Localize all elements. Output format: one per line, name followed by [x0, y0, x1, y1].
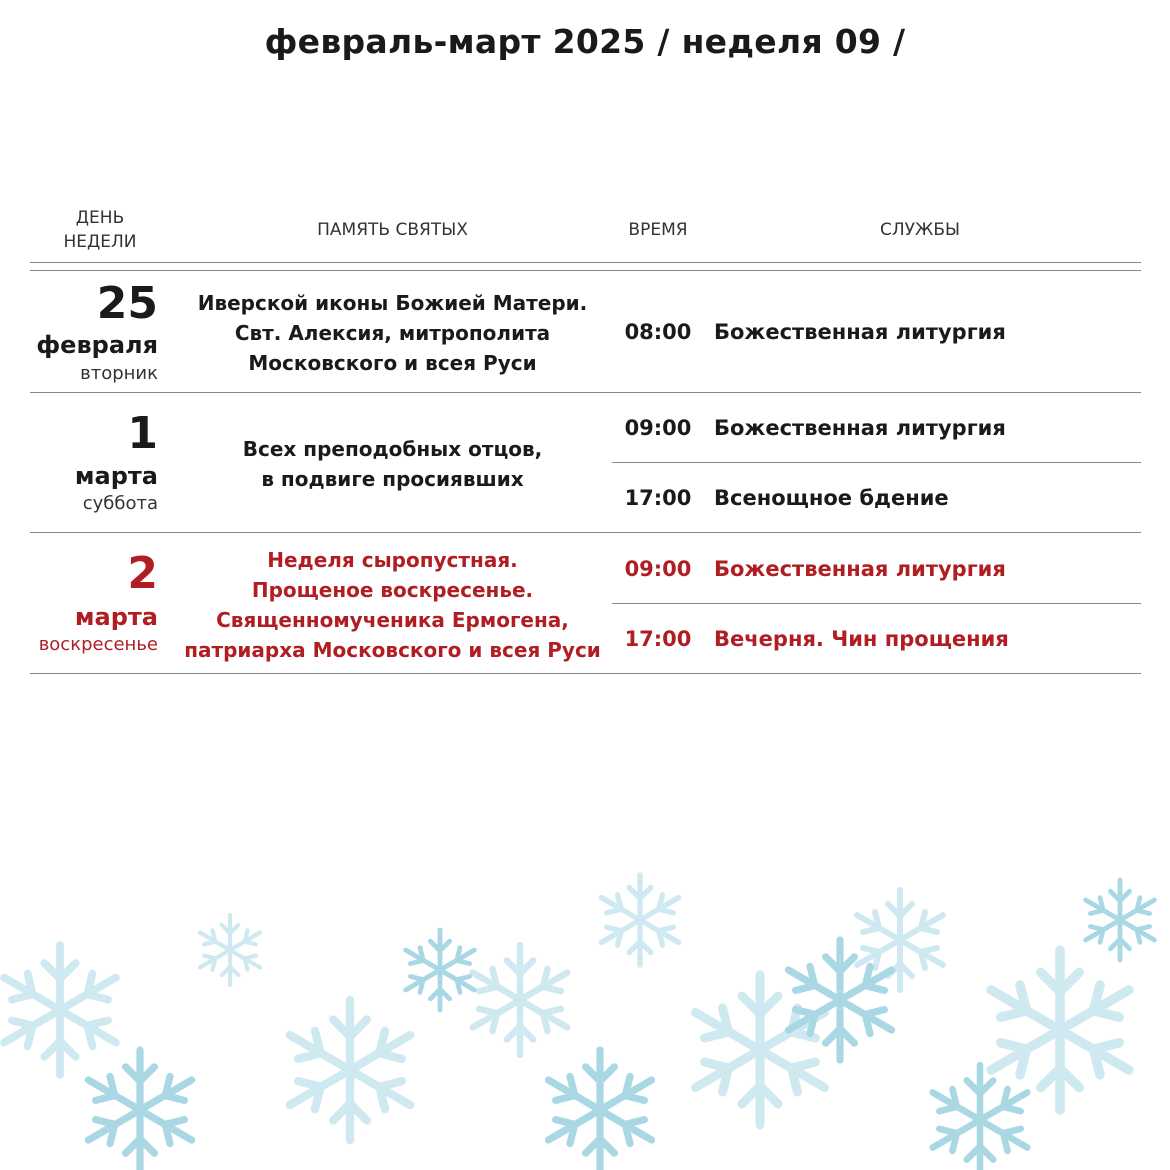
header-day-line2: НЕДЕЛИ [63, 232, 137, 252]
row-divider [30, 532, 1141, 533]
day-weekday: суббота [82, 493, 158, 514]
saints-line: Прощеное воскресенье. [251, 578, 534, 602]
service-divider [612, 462, 1141, 463]
service-time: 09:00 [624, 416, 692, 440]
service-name: Божественная литургия [714, 557, 1006, 581]
service-time: 09:00 [624, 557, 692, 581]
day-month: марта [74, 603, 158, 631]
day-month: февраля [36, 331, 158, 359]
page-title: февраль-март 2025 / неделя 09 / [264, 22, 906, 61]
saints-memory [180, 545, 605, 665]
header-day-line1: ДЕНЬ [75, 208, 125, 228]
header-services: СЛУЖБЫ [880, 220, 960, 240]
saints-line: Всех преподобных отцов, [242, 437, 543, 461]
table-bottom-rule [30, 673, 1141, 674]
day-weekday: вторник [80, 363, 158, 384]
saints-line: Неделя сыропустная. [267, 548, 518, 572]
saints-memory [180, 288, 605, 378]
header-day [40, 206, 160, 254]
saints-line: Московского и всея Руси [248, 351, 537, 375]
saints-memory [180, 434, 605, 494]
service-name: Всенощное бдение [714, 486, 949, 510]
service-name: Божественная литургия [714, 416, 1006, 440]
service-time: 17:00 [624, 627, 692, 651]
saints-line: Иверской иконы Божией Матери. [197, 291, 588, 315]
saints-line: патриарха Московского и всея Руси [184, 638, 601, 662]
service-time: 17:00 [624, 486, 692, 510]
service-time: 08:00 [624, 320, 692, 344]
day-weekday: воскресенье [38, 634, 158, 655]
day-number: 1 [127, 408, 158, 459]
snowflake-decoration [0, 860, 1170, 1170]
day-month: марта [74, 462, 158, 490]
saints-line: Свт. Алексия, митрополита [234, 321, 551, 345]
header-time: ВРЕМЯ [628, 220, 688, 240]
service-name: Вечерня. Чин прощения [714, 627, 1009, 651]
service-divider [612, 603, 1141, 604]
header-saints: ПАМЯТЬ СВЯТЫХ [317, 220, 468, 240]
saints-line: Священномученика Ермогена, [216, 608, 569, 632]
day-number: 2 [127, 548, 158, 599]
row-divider [30, 392, 1141, 393]
snowflake-icon [88, 880, 1154, 1170]
service-name: Божественная литургия [714, 320, 1006, 344]
saints-line: в подвиге просиявших [261, 467, 524, 491]
day-number: 25 [96, 278, 158, 329]
header-rule-bottom [30, 270, 1141, 271]
header-rule-top [30, 262, 1141, 263]
